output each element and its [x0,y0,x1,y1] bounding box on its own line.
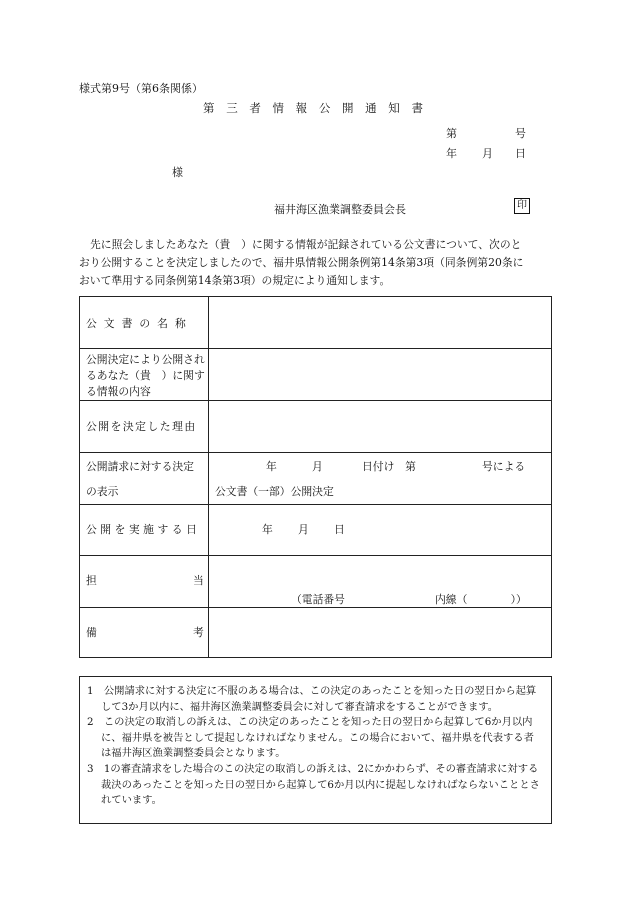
row-divider [80,555,551,556]
decision-display-label-line1: 公開請求に対する決定 [86,460,194,473]
contact-label-a: 担 [86,574,97,587]
document-title: 第 三 者 情 報 公 開 通 知 書 [203,101,427,115]
date-month: 月 [482,147,493,160]
row-divider [80,348,551,349]
row-divider [80,400,551,401]
date-day: 日 [515,147,526,160]
remarks-label-b: 考 [193,626,204,639]
decision-display-label-line2: の表示 [86,485,119,498]
implementation-day: 日 [334,523,345,536]
addressee-suffix: 様 [172,166,183,179]
remarks-label-a: 備 [86,626,97,639]
paragraph-line-3: おいて準用する同条例第14条第3項）の規定により通知します。 [79,274,391,287]
form-number: 様式第9号（第6条関係） [79,82,203,95]
decision-reason-label: 公開を決定した理由 [86,420,197,433]
decision-type: 公文書（一部）公開決定 [215,485,334,498]
decision-number: 号による [482,460,526,473]
note-2: 2 この決定の取消しの訴えは、この決定のあったことを知った日の翌日から起算して6か月以内に、福井県を被告として提起しなければなりません。この場合において、福井県を代表する者は福井海区漁業調整委員会となります。 [87,716,534,760]
document-number-prefix: 第 [446,127,457,140]
seal-stamp: 印 [514,198,530,214]
row-divider [80,452,551,453]
row-divider [80,504,551,505]
implementation-month: 月 [298,523,309,536]
note-3: 3 1の審査請求をした場合のこの決定の取消しの訴えは、2にかかわらず、その審査請求に対する裁決のあったことを知った日の翌日から起算して6か月以内に提起しなければならないこととされています。 [87,762,540,807]
contact-label-b: 当 [193,574,204,587]
document-name-label: 公文書の名称 [86,317,193,330]
row-divider [80,607,551,608]
note-1: 1 公開請求に対する決定に不服のある場合は、この決定のあったことを知った日の翌日から起算して3か月以内に、福井海区漁業調整委員会に対して審査請求をすることができます。 [87,685,537,713]
document-number-suffix: 号 [515,127,526,140]
disclosed-information-label: 公開決定により公開されるあなた（貴 ）に関する情報の内容 [86,353,205,398]
issuer-name: 福井海区漁業調整委員会長 [274,203,406,216]
implementation-date-label: 公開を実施する日 [86,523,201,536]
date-year: 年 [446,147,457,160]
notes-box [79,676,552,824]
paragraph-line-1: 先に照会しましたあなた（貴 ）に関する情報が記録されている公文書について、次のと [90,238,522,251]
paragraph-line-2: おり公開することを決定しましたので、福井県情報公開条例第14条第3項（同条例第20条に [79,256,524,269]
contact-phone: （電話番号 [291,593,345,606]
decision-date-day: 日付け 第 [362,460,416,473]
disclosure-table [79,296,552,658]
decision-date-month: 月 [312,460,323,473]
column-divider [208,297,209,657]
implementation-year: 年 [262,523,273,536]
contact-extension: 内線（ ）） [435,593,527,606]
notice-paragraph [79,236,555,290]
decision-date-year: 年 [266,460,277,473]
